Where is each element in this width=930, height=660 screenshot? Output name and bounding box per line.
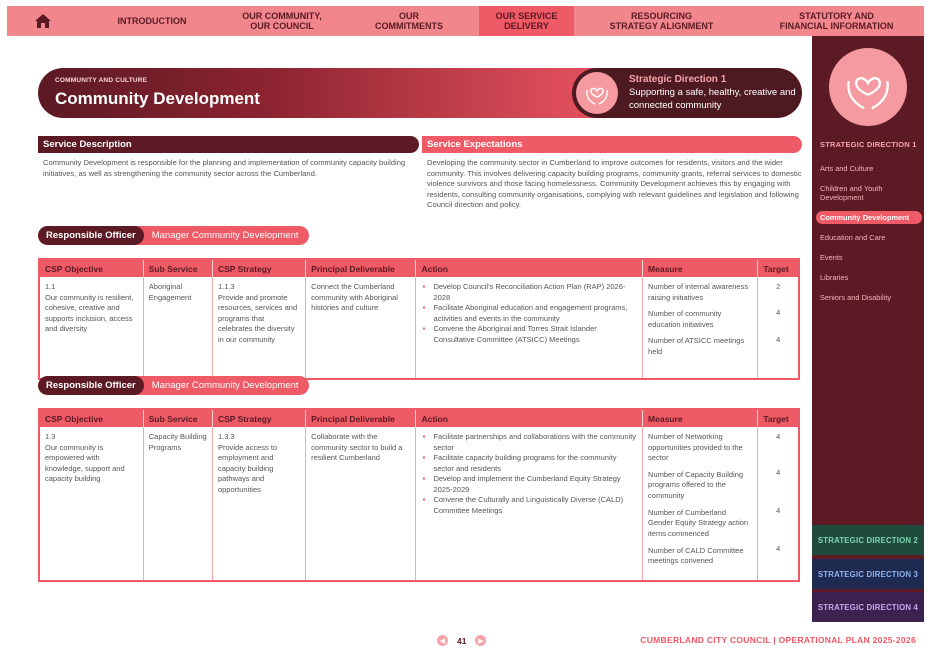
page-number: 41 (457, 635, 467, 646)
nav-item-6[interactable]: STATUTORY AND FINANCIAL INFORMATION (779, 11, 894, 31)
nav-item-3[interactable]: OUR COMMITMENTS (375, 11, 443, 31)
csp-strategy-cell: 1.3.3 Provide access to employment and capacity building pathways and opportunities (212, 427, 305, 581)
sub-service-cell: Capacity Building Programs (143, 427, 212, 581)
sidebar-links (816, 162, 922, 311)
strategic-direction-pill (572, 68, 802, 118)
column-header: CSP Objective (39, 259, 143, 277)
measure-item: Number of community education initiatives (648, 309, 722, 329)
sidebar-link-7[interactable]: Seniors and Disability (820, 293, 892, 302)
footer-brand: CUMBERLAND CITY COUNCIL | OPERATIONAL PLAN 2025-2026 (640, 635, 916, 645)
page-header-banner (38, 68, 802, 118)
target-value: 4 (776, 335, 781, 344)
action-item: ▪ Convene the Aboriginal and Torres Strait Islander Consultative Committee (ATSICC) Meetings (421, 324, 637, 345)
sub-service-cell: Aboriginal Engagement (143, 277, 212, 379)
service-table-1 (38, 258, 800, 380)
column-header: CSP Objective (39, 409, 143, 427)
top-navigation (7, 6, 924, 36)
service-description-text: Community Development is responsible for the planning and implementation of community capacity building initiatives, as well as strengthening the community sector across the Cumberland. (43, 158, 406, 178)
column-header: Target (758, 409, 799, 427)
table-header-row (39, 259, 799, 277)
target-cell (758, 427, 799, 581)
next-page-button[interactable] (475, 635, 486, 646)
measure-cell (643, 427, 758, 581)
measure-item: Number of CALD Committee meetings convened (648, 545, 744, 565)
sidebar-link-3[interactable]: Community Development (816, 211, 922, 224)
measure-item: Number of Networking opportunities provided to the sector (648, 432, 743, 462)
responsible-officer-value: Manager Community Development (151, 230, 299, 241)
action-item: ▪ Facilitate Aboriginal education and engagement programs, activities and events in the community (421, 303, 637, 324)
sidebar-link-5[interactable]: Events (820, 253, 843, 262)
target-value: 2 (776, 282, 781, 291)
home-icon (34, 13, 52, 29)
chevron-right-icon: ▶ (478, 637, 484, 645)
strategic-direction-title: Strategic Direction 1 (629, 74, 727, 85)
table-row (39, 277, 799, 379)
column-header: Principal Deliverable (306, 409, 416, 427)
nav-item-5[interactable]: RESOURCING STRATEGY ALIGNMENT (609, 11, 714, 31)
table-header-row (39, 409, 799, 427)
column-header: Action (416, 259, 643, 277)
action-cell (416, 427, 643, 581)
home-button[interactable] (7, 6, 79, 36)
heart-hands-icon (839, 58, 897, 116)
nav-item-4[interactable]: OUR SERVICE DELIVERY (479, 6, 574, 36)
measure-cell (643, 277, 758, 379)
column-header: Action (416, 409, 643, 427)
pager (437, 635, 486, 646)
nav-item-2[interactable]: OUR COMMUNITY, OUR COUNCIL (242, 11, 322, 31)
sidebar-strategic-direction-3[interactable]: STRATEGIC DIRECTION 3 (812, 559, 924, 589)
service-expectations-heading: Service Expectations (422, 136, 802, 153)
measure-item: Number of Cumberland Gender Equity Strategy action items commenced (648, 507, 749, 538)
column-header: Sub Service (143, 409, 212, 427)
sidebar-link-1[interactable]: Arts and Culture (820, 164, 874, 173)
column-header: Principal Deliverable (306, 259, 416, 277)
action-cell (416, 277, 643, 379)
action-item: ▪ Develop Council's Reconciliation Action Plan (RAP) 2026-2028 (421, 282, 637, 303)
sidebar-hero-badge (829, 48, 907, 126)
action-item: ▪ Facilitate capacity building programs for the community sector and residents (421, 453, 637, 474)
action-item: ▪ Develop and implement the Cumberland Equity Strategy 2025-2029 (421, 474, 637, 495)
target-value: 4 (776, 506, 781, 515)
sidebar-strategic-direction-4[interactable]: STRATEGIC DIRECTION 4 (812, 592, 924, 622)
principal-deliverable-cell: Collaborate with the community sector to build a resilient Cumberland (306, 427, 416, 581)
responsible-officer-2 (38, 376, 309, 395)
column-header: Measure (643, 259, 758, 277)
csp-strategy-cell: 1.1.3 Provide and promote resources, services and programs that celebrates the diversity in our community (212, 277, 305, 379)
column-header: CSP Strategy (212, 259, 305, 277)
target-value: 4 (776, 468, 781, 477)
responsible-officer-label: Responsible Officer (38, 226, 144, 245)
table-row (39, 427, 799, 581)
column-header: CSP Strategy (212, 409, 305, 427)
responsible-officer-value: Manager Community Development (151, 380, 299, 391)
column-header: Measure (643, 409, 758, 427)
sidebar-link-4[interactable]: Education and Care (820, 233, 886, 242)
strategic-direction-text: Supporting a safe, healthy, creative and connected community (629, 87, 796, 111)
service-expectations-text: Developing the community sector in Cumberland to improve outcomes for residents, visitors and the wider community. This involves delivering capacity building programs, community grants, referral services to domestic violence survivors and those facing homelessness. Community Development achieves this by engaging with residents, consulting community organisations, complying with relevant guidelines and legislation and following Council direction and policy. (427, 158, 802, 209)
target-value: 4 (776, 308, 781, 317)
action-item: ▪ Convene the Culturally and Linguistically Diverse (CALD) Committee Meetings (421, 495, 637, 516)
prev-page-button[interactable] (437, 635, 448, 646)
measure-item: Number of Capacity Building programs offered to the community (648, 469, 744, 500)
heart-hands-badge (576, 72, 618, 114)
responsible-officer-label: Responsible Officer (38, 376, 144, 395)
service-table-2 (38, 408, 800, 582)
nav-item-1[interactable]: INTRODUCTION (117, 16, 187, 26)
target-value: 4 (776, 432, 781, 441)
heart-hands-icon (582, 78, 612, 108)
measure-item: Number of ATSICC meetings held (648, 336, 745, 356)
sidebar (812, 36, 924, 622)
principal-deliverable-cell: Connect the Cumberland community with Aboriginal histories and culture (306, 277, 416, 379)
target-value: 4 (776, 544, 781, 553)
action-item: ▪ Facilitate partnerships and collaborations with the community sector (421, 432, 637, 453)
target-cell (758, 277, 799, 379)
sidebar-strategic-direction-2[interactable]: STRATEGIC DIRECTION 2 (812, 525, 924, 555)
sidebar-link-2[interactable]: Children and Youth Development (820, 184, 883, 202)
measure-item: Number of internal awareness raising initiatives (648, 282, 749, 302)
column-header: Target (758, 259, 799, 277)
responsible-officer-1 (38, 226, 309, 245)
page-title: Community Development (55, 89, 260, 108)
csp-objective-cell: 1.1 Our community is resilient, cohesive, creative and supports inclusion, access and diversity (39, 277, 143, 379)
service-description-heading: Service Description (38, 136, 419, 153)
column-header: Sub Service (143, 259, 212, 277)
chevron-left-icon: ◀ (439, 637, 446, 645)
sidebar-link-6[interactable]: Libraries (820, 273, 849, 282)
sidebar-direction-title: STRATEGIC DIRECTION 1 (820, 140, 917, 149)
csp-objective-cell: 1.3 Our community is empowered with knowledge, support and capacity building (39, 427, 143, 581)
section-kicker: COMMUNITY AND CULTURE (55, 77, 148, 84)
